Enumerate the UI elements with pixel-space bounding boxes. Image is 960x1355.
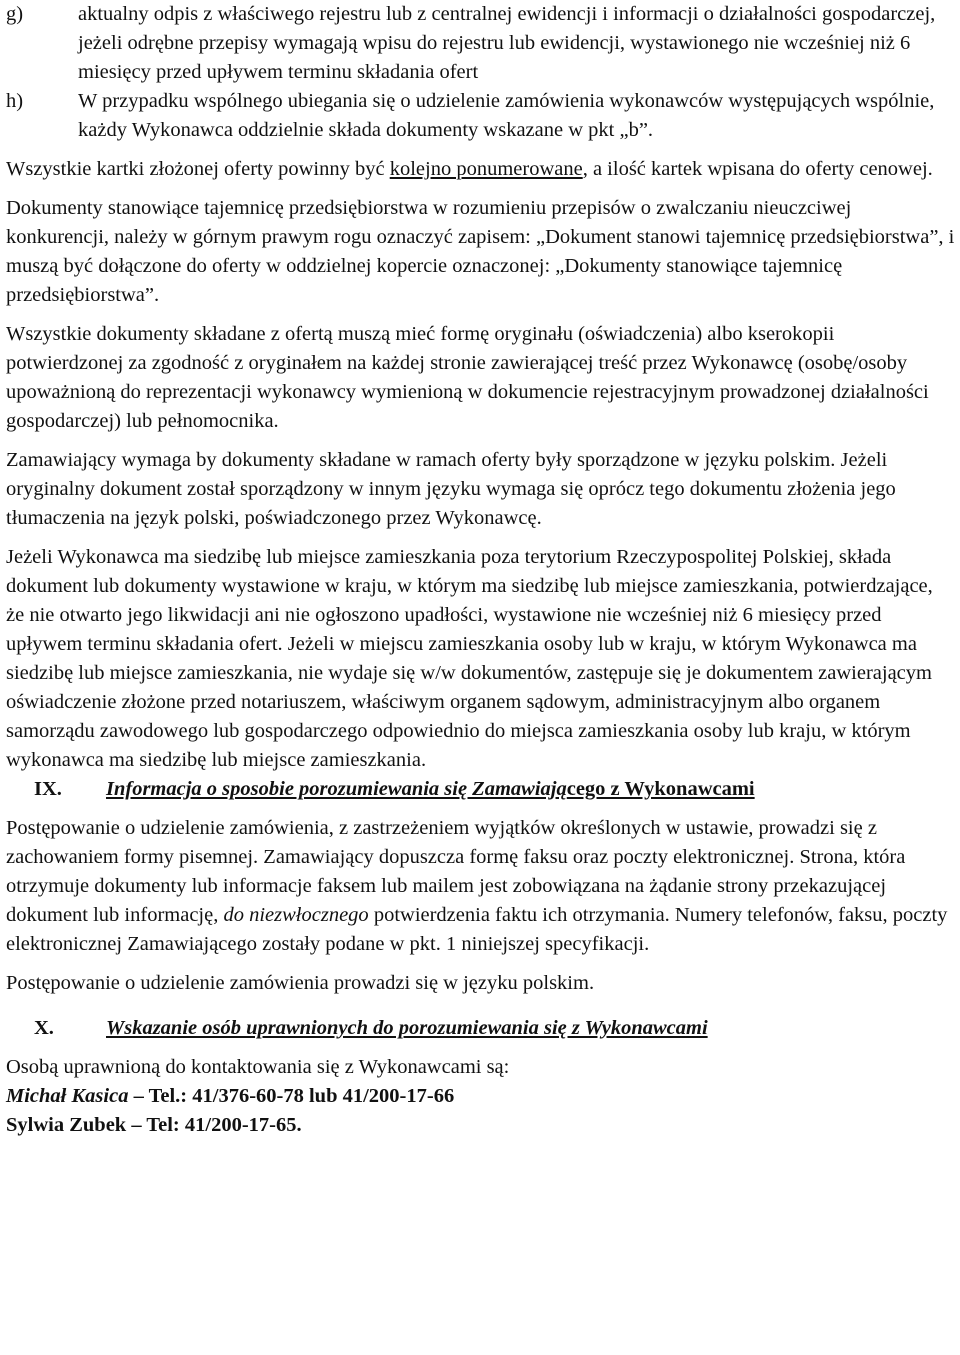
section-x-title: Wskazanie osób uprawnionych do porozumiewania się z Wykonawcami [106, 1017, 708, 1039]
section-ix-number: IX. [34, 778, 62, 800]
contact-line-2 [6, 1111, 956, 1140]
section-ix-paragraph-a: Postępowanie o udzielenie zamówienia, z zastrzeżeniem wyjątków określonych w ustawie, prowadzi się z zachowaniem formy pisemnej. Zamawiający dopuszcza formę faksu oraz poczty elektronicznej. Strona, która otrzymuje dokumenty lub informacje faksem lub mailem jest zobowiązana na żądanie strony przekazującej dokument lub informację, [6, 817, 906, 926]
contact-2-phone: – Tel: 41/200-17-65. [126, 1114, 302, 1136]
list-item-g-text: aktualny odpis z właściwego rejestru lub z centralnej ewidencji i informacji o działalności gospodarczej, jeżeli odrębne przepisy wymagają wpisu do rejestru lub ewidencji, wystawionego nie wcześniej niż 6 miesięcy przed upływem terminu składania ofert [78, 3, 936, 83]
list-marker-g: g) [6, 3, 24, 25]
section-ix-paragraph-language: Postępowanie o udzielenie zamówienia prowadzi się w języku polskim. [6, 972, 595, 994]
section-x-number: X. [34, 1017, 54, 1039]
paragraph-numbering-underlined: kolejno ponumerowane [389, 158, 583, 180]
section-ix-paragraph-italic: do niezwłocznego [223, 904, 369, 926]
section-ix-title-main: Informacja o sposobie porozumiewania się Zamawiają [106, 778, 567, 800]
contact-2-name: Sylwia Zubek [6, 1114, 127, 1136]
section-x-intro: Osobą uprawnioną do kontaktowania się z Wykonawcami są: [6, 1056, 510, 1078]
list-item-h [6, 87, 956, 145]
contact-1-name: Michał Kasica [6, 1085, 129, 1107]
paragraph-trade-secret: Dokumenty stanowiące tajemnicę przedsiębiorstwa w rozumieniu przepisów o zwalczaniu nieuczciwej konkurencji, należy w górnym prawym rogu oznaczyć zapisem: „Dokument stanowi tajemnicę przedsiębiorstwa”, i muszą być dołączone do oferty w oddzielnej kopercie oznaczonej: „Dokumenty stanowiące tajemnicę przedsiębiorstwa”. [6, 197, 955, 306]
paragraph-numbering [6, 155, 956, 184]
list-marker-h: h) [6, 90, 24, 112]
contact-1-phone: – Tel.: 41/376-60-78 lub 41/200-17-66 [128, 1085, 455, 1107]
paragraph-numbering-b: , a ilość kartek wpisana do oferty cenowej. [582, 158, 933, 180]
document-page [6, 0, 956, 1140]
list-item-g [6, 0, 956, 87]
contact-line-1 [6, 1082, 956, 1111]
section-ix-paragraph-b: potwierdzenia faktu ich otrzymania. Numery telefonów, faksu, poczty elektronicznej Zamawiającego zostały podane w pkt. 1 niniejszej specyfikacji. [6, 904, 948, 955]
paragraph-language: Zamawiający wymaga by dokumenty składane w ramach oferty były sporządzone w języku polskim. Jeżeli oryginalny dokument został sporządzony w innym języku wymaga się oprócz tego dokumentu złożenia jego tłumaczenia na język polski, poświadczonego przez Wykonawcę. [6, 449, 896, 529]
list-item-h-text: W przypadku wspólnego ubiegania się o udzielenie zamówienia wykonawców występujących wspólnie, każdy Wykonawca oddzielnie składa dokumenty wskazane w pkt „b”. [78, 90, 935, 141]
section-x-heading [6, 1014, 956, 1043]
section-ix-heading [6, 775, 956, 804]
paragraph-foreign-contractor: Jeżeli Wykonawca ma siedzibę lub miejsce zamieszkania poza terytorium Rzeczypospolitej Polskiej, składa dokument lub dokumenty wystawione w kraju, w którym ma siedzibę lub miejsce zamieszkania, potwierdzające, że nie otwarto jego likwidacji ani nie ogłoszono upadłości, wystawione nie wcześniej niż 6 miesięcy przed upływem terminu składania ofert. Jeżeli w miejscu zamieszkania osoby lub w kraju, w którym Wykonawca ma siedzibę lub miejsce zamieszkania, nie wydaje się w/w dokumentów, zastępuje się je dokumentem zawierającym oświadczenie złożone przed notariuszem, właściwym organem sądowym, administracyjnym albo organem samorządu zawodowego lub gospodarczego odpowiednio do miejsca zamieszkania osoby lub kraju, w którym wykonawca ma siedzibę lub miejsce zamieszkania. [6, 546, 933, 771]
section-ix-title-tail: cego z Wykonawcami [566, 778, 755, 800]
paragraph-numbering-a: Wszystkie kartki złożonej oferty powinny być [6, 158, 390, 180]
paragraph-document-form: Wszystkie dokumenty składane z ofertą muszą mieć formę oryginału (oświadczenia) albo kserokopii potwierdzonej za zgodność z oryginałem na każdej stronie zawierającej treść przez Wykonawcę (osobę/osoby upoważnioną do reprezentacji wykonawcy wymienioną w dokumencie rejestracyjnym prowadzonej działalności gospodarczej) lub pełnomocnika. [6, 323, 929, 432]
section-ix-paragraph-communication [6, 814, 956, 959]
